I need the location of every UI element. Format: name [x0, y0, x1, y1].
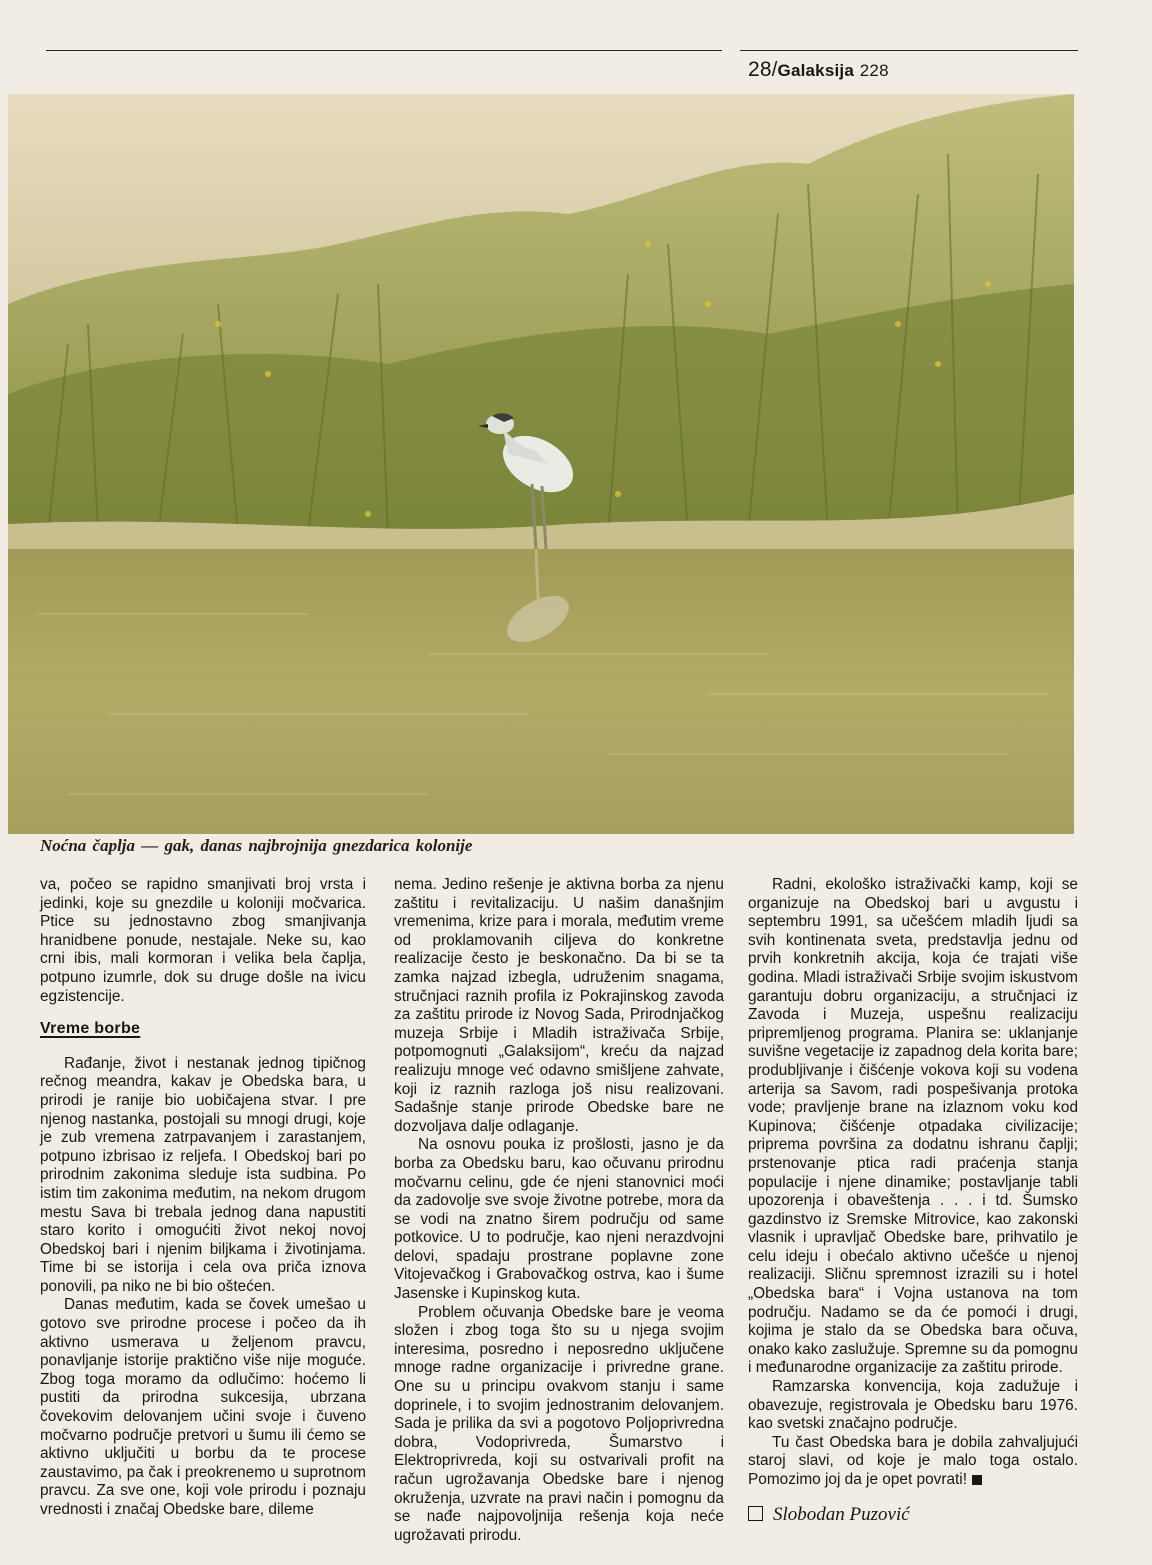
author-name: Slobodan Puzović: [773, 1503, 910, 1525]
paragraph: Radni, ekološko istraživački kamp, koji se organizuje na Obedskoj bari u avgustu i septembru 1991, sa učešćem mladih ljudi sa svih kontinenata sveta, predstavlja jednu od prvih konkretnih akcija, koja će trajati više godina. Mladi istraživači Srbije svojim iskustvom garantuju dobru organizaciju, a stručnjaci iz Zavoda i Muzeja, uspešnu realizaciju pripremljenog programa. Planira se: uklanjanje suvišne vegetacije iz zapadnog dela korita bare; produbljivanje i čišćenje vokova koji su vodena arterija sa Savom, radi pospešivanja protoka vode; pravljenje brane na izlaznom voku kod Kupinova; čišćenje otpadaka civilizacije; priprema površina za dodatnu ishranu čaplji; prstenovanje ptica radi praćenja stanja populacije i njene dinamike; postavljanje tabli upozorenja i obaveštenja . . . i td. Šumsko gazdinstvo iz Sremske Mitrovice, kao zakonski vlasnik i upravljač Obedske bare, prihvatilo je celu ideju i obećalo aktivno učešće u njenoj realizaciji. Sličnu spremnost izrazili su i hotel „Obedska bara“ i Vojna ustanova na tom području. Nadamo se da će pomoći i drugi, kojima je stalo da se Obedska bara očuva, onako kako zaslužuje. Spremne su da pomognu i međunarodne organizacije za zaštitu prirode.: [748, 876, 1078, 1377]
paragraph: Na osnovu pouka iz prošlosti, jasno je da borba za Obedsku baru, kao očuvanu prirodnu močvarnu celinu, gde će njeni stanovnici moći da zadovolje sve svoje životne potrebe, mora da se vodi na znatno širem području od same potkovice. U to područje, kao njeni nerazdvojni delovi, spadaju prostrane poplavne zone Vitojevačkog i Grabovačkog ostrva, kao i šume Jasenske i Kupinskog kuta.: [394, 1136, 724, 1303]
end-mark-icon: [972, 1475, 982, 1485]
paragraph: Ramzarska konvencija, koja zadužuje i obavezuje, registrovala je Obedsku baru 1976. kao svetski značajno područje.: [748, 1378, 1078, 1433]
heron-in-reeds-icon: [8, 94, 1074, 834]
paragraph: Danas međutim, kada se čovek umešao u gotovo sve prirodne procese i počeo da ih aktivno usmerava u željenom pravcu, ponavljanje istorije praktično više nije moguće. Zbog toga moramo da odlučimo: hoćemo li pustiti da prirodna sukcesija, ubrzana čovekovim delovanjem učini svoje i čuveno močvarno područje pretvori u šumu ili ćemo se aktivno uključiti u borbu da te procese zaustavimo, pa čak i preokrenemo u suprotnom pravcu. Za sve one, koji vole prirodu i poznaju vrednosti i značaj Obedske bare, dileme: [40, 1296, 366, 1518]
magazine-name: Galaksija: [777, 61, 854, 80]
article-column-2: [394, 876, 724, 1545]
section-heading: Vreme borbe: [40, 1020, 141, 1038]
paragraph-final: [748, 1434, 1078, 1490]
header-rule-left: [46, 50, 722, 51]
article-column-1: [40, 876, 366, 1520]
final-paragraph-text: Tu čast Obedska bara je dobila zahvaljujući staroj slavi, od koje je malo toga ostalo. Pomozimo joj da je opet povrati!: [748, 1433, 1078, 1488]
paragraph: va, počeo se rapidno smanjivati broj vrsta i jedinki, koje su gnezdile u koloniji močvarica. Ptice su jednostavno zbog smanjivanja hranidbene ponude, nestajale. Neke su, kao crni ibis, mali kormoran i velika bela čaplja, potpuno izumrle, dok su druge došle na ivicu egzistencije.: [40, 876, 366, 1005]
paragraph: Rađanje, život i nestanak jednog tipičnog rečnog meandra, kakav je Obedska bara, u prirodi je ranije bio uobičajena stvar. I pre njenog nastanka, postojali su mnogi drugi, koje je zub vremena zatrpavanjem i zarastanjem, potpuno izbrisao iz reljefa. I Obedskoj bari po prirodnim zakonima sleduje ista sudbina. Po istim tim zakonima međutim, na nekom drugom mestu Sava bi trebala jednog dana napustiti staro korito i omogućiti život nekoj novoj Obedskoj bari i njenim biljkama i životinjama. Time bi se istorija i cela ova priča iznova ponovili, pa niko ne bi bio oštećen.: [40, 1054, 366, 1295]
page-folio: [748, 58, 889, 82]
paragraph: Problem očuvanja Obedske bare je veoma složen i zbog toga što su u njega svojim interesima, posredno i neposredno uključene mnoge radne organizacije i privredne grane. One su u principu ovakvom stanju i same doprinele, i to svojim jednostranim delovanjem. Sada je prilika da svi a pogotovo Poljoprivredna dobra, Vodoprivreda, Šumarstvo i Elektroprivreda, koji su ostvarivali profit na račun ugrožavanja Obedske bare i njenog okruženja, uzvrate na pravi način i pomognu da se nađe najpovoljnija rešenja koja neće ugrožavati prirodu.: [394, 1303, 724, 1544]
header-rule-right: [740, 50, 1078, 51]
paragraph: nema. Jedino rešenje je aktivna borba za njenu zaštitu i revitalizaciju. U našim današnjim vremenima, krize para i morala, međutim vreme od proklamovanih ciljeva do konkretne realizacije često je beskonačno. Da bi se ta zamka najzad izbegla, udruženim snagama, stručnjaci raznih profila iz Pokrajinskog zavoda za zaštitu prirode iz Novog Sada, Prirodnjačkog muzeja Srbije i Mladih istraživača Srbije, potpomognuti „Galaksijom“, kreću da najzad realizuju mnoge već odavno smišljene zahvate, koji iz raznih razloga još nisu realizovani. Sadašnje stanje prirode Obedske bare ne dozvoljava dalje odlaganje.: [394, 876, 724, 1135]
checkbox-square-icon: [748, 1506, 763, 1521]
article-column-3: [748, 876, 1078, 1524]
page-number: 28: [748, 58, 772, 81]
folio-separator: /: [771, 59, 778, 81]
author-signature: [748, 1503, 1078, 1525]
heron-photo: [8, 94, 1074, 834]
issue-number: 228: [859, 61, 889, 80]
photo-caption: Noćna čaplja — gak, danas najbrojnija gnezdarica kolonije: [40, 836, 473, 855]
